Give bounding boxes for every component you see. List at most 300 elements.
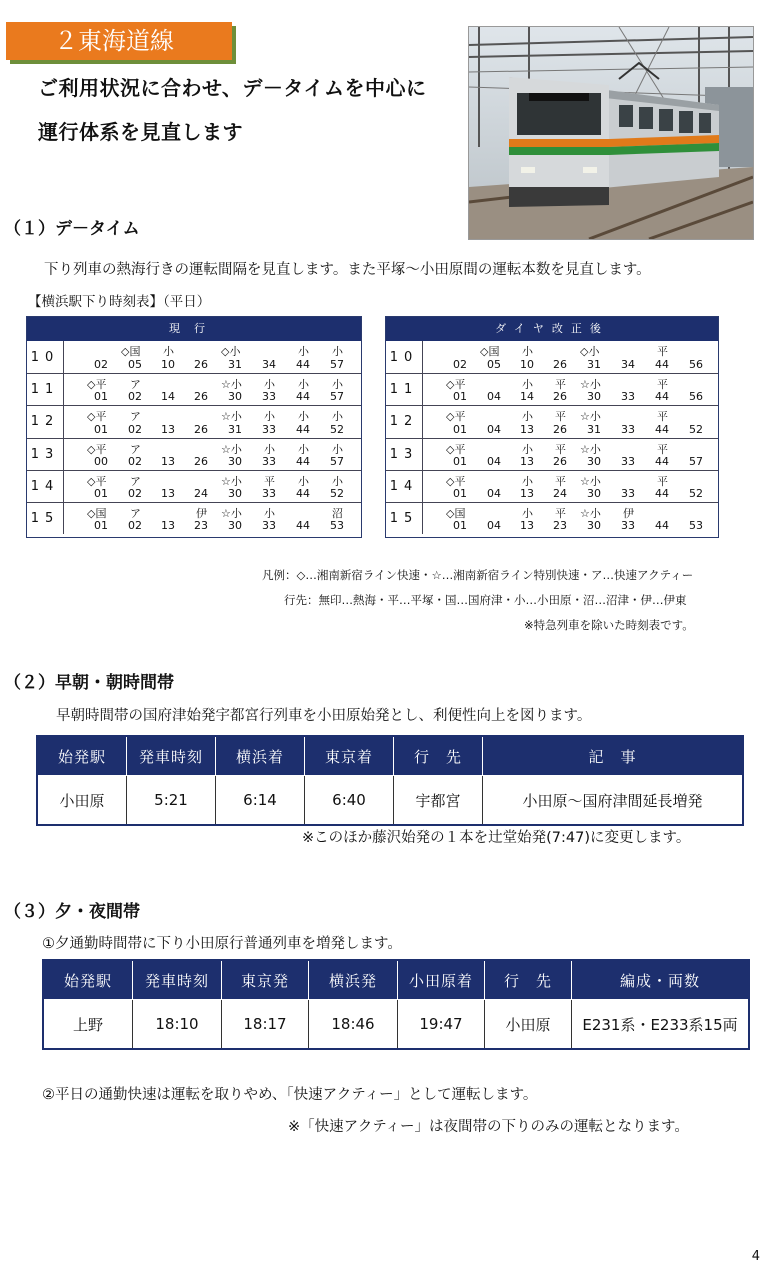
departure-minute: 44 xyxy=(296,519,310,533)
train-type-mark: ◇小 xyxy=(221,345,241,358)
revised-departure-cell xyxy=(580,341,617,373)
current-departure-cell xyxy=(121,341,158,373)
departure-minute: 31 xyxy=(228,358,242,372)
revised-departure-cell xyxy=(617,471,651,502)
revised-departure-cell xyxy=(549,439,583,470)
revised-hour: 10 xyxy=(386,341,423,373)
departure-minute: 13 xyxy=(161,519,175,533)
current-hour: 10 xyxy=(27,341,64,373)
departure-minute: 44 xyxy=(655,486,669,500)
current-hour: 11 xyxy=(27,374,64,405)
revised-departure-cell xyxy=(483,406,517,437)
departure-minute: 53 xyxy=(689,519,703,533)
revised-departure-cell xyxy=(685,503,719,534)
revised-departure-cell xyxy=(685,471,719,502)
train-type-mark: 小 xyxy=(522,410,533,424)
departure-minute: 26 xyxy=(194,390,208,404)
legend-destinations: 行先：無印…熱海・平…平塚・国…国府津・小…小田原・沼…沼津・伊…伊東 xyxy=(284,593,687,607)
train-type-mark: ◇平 xyxy=(446,378,466,392)
morning-cell-departure: 5:21 xyxy=(127,776,216,826)
legend-symbols: 凡例：◇…湘南新宿ライン快速・☆…湘南新宿ライン特別快速・ア…快速アクティー xyxy=(262,568,694,582)
table-row xyxy=(27,373,361,405)
departure-minute: 44 xyxy=(296,390,310,404)
departure-minute: 13 xyxy=(161,486,175,500)
departure-minute: 05 xyxy=(128,358,142,372)
revised-departure-cell xyxy=(449,341,483,373)
departure-minute: 52 xyxy=(689,486,703,500)
train-type-mark: ☆小 xyxy=(221,442,242,456)
train-type-mark: 小 xyxy=(332,345,343,358)
departure-minute: 56 xyxy=(689,358,703,372)
table-row xyxy=(27,470,361,502)
table-row xyxy=(27,438,361,470)
table-row xyxy=(386,502,718,534)
departure-minute: 33 xyxy=(262,390,276,404)
train-type-mark: 沼 xyxy=(332,506,343,520)
train-type-mark: ◇国 xyxy=(121,345,141,358)
train-type-mark: ◇国 xyxy=(480,345,500,358)
revised-departure-cell xyxy=(651,341,685,373)
revised-departure-cell xyxy=(580,374,617,405)
train-type-mark: 平 xyxy=(657,474,668,488)
train-type-mark: 平 xyxy=(657,345,668,358)
departure-minute: 02 xyxy=(128,454,142,468)
revised-departure-cell xyxy=(516,406,550,437)
train-type-mark: ☆小 xyxy=(580,474,601,488)
current-departure-cell xyxy=(190,374,224,405)
train-type-mark: ア xyxy=(130,410,141,424)
train-type-mark: ◇平 xyxy=(87,378,107,392)
evening-cell-destination: 小田原 xyxy=(485,1000,572,1050)
departure-minute: 44 xyxy=(655,390,669,404)
revised-departure-cell xyxy=(617,406,651,437)
departure-minute: 44 xyxy=(655,454,669,468)
departure-minute: 24 xyxy=(553,486,567,500)
departure-minute: 13 xyxy=(520,519,534,533)
revised-departure-cell xyxy=(483,439,517,470)
train-type-mark: 平 xyxy=(555,506,566,520)
revised-departure-cell xyxy=(516,341,550,373)
current-departure-cell xyxy=(190,341,224,373)
train-type-mark: ☆小 xyxy=(221,474,242,488)
daytime-description: 下り列車の熱海行きの運転間隔を見直します。また平塚～小田原間の運転本数を見直します。 xyxy=(44,262,651,278)
departure-minute: 14 xyxy=(520,390,534,404)
train-type-mark: 小 xyxy=(522,474,533,488)
morning-header-remarks: 記 事 xyxy=(483,736,744,776)
morning-header-yokohama: 横浜着 xyxy=(216,736,305,776)
train-type-mark: ア xyxy=(130,378,141,392)
table-row xyxy=(27,502,361,534)
current-departure-cell xyxy=(190,439,224,470)
morning-cell-tokyo: 6:40 xyxy=(305,776,394,826)
morning-table xyxy=(36,735,744,826)
train-type-mark: 小 xyxy=(332,442,343,456)
current-hour: 12 xyxy=(27,406,64,437)
departure-minute: 30 xyxy=(587,390,601,404)
table-row xyxy=(386,470,718,502)
train-type-mark: ◇国 xyxy=(87,506,107,520)
departure-minute: 30 xyxy=(228,486,242,500)
train-type-mark: ◇国 xyxy=(446,506,466,520)
revised-departure-cell xyxy=(483,503,517,534)
train-type-mark: 小 xyxy=(298,474,309,488)
evening-table xyxy=(42,959,750,1050)
departure-minute: 44 xyxy=(655,358,669,372)
departure-minute: 26 xyxy=(553,422,567,436)
train-type-mark: ア xyxy=(130,442,141,456)
departure-minute: 04 xyxy=(487,390,501,404)
departure-minute: 31 xyxy=(228,422,242,436)
revised-departure-cell xyxy=(617,503,651,534)
current-departure-cell xyxy=(157,503,191,534)
current-departure-cell xyxy=(157,471,191,502)
train-type-mark: 小 xyxy=(522,506,533,520)
evening-note: ※「快速アクティー」は夜間帯の下りのみの運転となります。 xyxy=(288,1119,689,1135)
current-departure-cell xyxy=(258,374,292,405)
evening-header-tokyo: 東京発 xyxy=(222,960,309,1000)
headline-line1: ご利用状況に合わせ、デ－タイムを中心に xyxy=(38,76,427,100)
departure-minute: 05 xyxy=(487,358,501,372)
departure-minute: 13 xyxy=(520,454,534,468)
revised-departure-cell xyxy=(617,374,651,405)
train-type-mark: 平 xyxy=(555,474,566,488)
revised-departure-cell xyxy=(651,471,685,502)
revised-departure-cell xyxy=(446,374,483,405)
current-departure-cell xyxy=(258,503,292,534)
revised-departure-cell xyxy=(516,471,550,502)
current-departure-cell xyxy=(258,341,292,373)
evening-cell-odawara: 19:47 xyxy=(398,1000,485,1050)
current-departure-cell xyxy=(87,406,124,437)
departure-minute: 44 xyxy=(296,358,310,372)
revised-departure-cell xyxy=(580,439,617,470)
departure-minute: 33 xyxy=(262,486,276,500)
departure-minute: 30 xyxy=(228,390,242,404)
timetable-current xyxy=(26,316,362,538)
evening-cell-origin: 上野 xyxy=(43,1000,133,1050)
current-hour: 15 xyxy=(27,503,64,534)
departure-minute: 26 xyxy=(194,422,208,436)
timetable-revised-header: ダイヤ改正後 xyxy=(386,317,718,341)
evening-item2: ②平日の通勤快速は運転を取りやめ、「快速アクティー」として運転します。 xyxy=(42,1087,538,1103)
current-departure-cell xyxy=(292,439,326,470)
current-departure-cell xyxy=(87,439,124,470)
departure-minute: 31 xyxy=(587,422,601,436)
morning-cell-remarks: 小田原～国府津間延長増発 xyxy=(483,776,744,826)
departure-minute: 57 xyxy=(330,454,344,468)
revised-departure-cell xyxy=(549,503,583,534)
train-type-mark: ☆小 xyxy=(221,410,242,424)
departure-minute: 33 xyxy=(262,519,276,533)
revised-departure-cell xyxy=(480,341,517,373)
train-type-mark: 伊 xyxy=(196,506,207,520)
current-departure-cell xyxy=(221,471,258,502)
table-row xyxy=(27,405,361,437)
current-departure-cell xyxy=(190,406,224,437)
current-departure-cell xyxy=(87,503,124,534)
table-row xyxy=(43,1000,749,1050)
departure-minute: 33 xyxy=(262,454,276,468)
morning-header-tokyo: 東京着 xyxy=(305,736,394,776)
departure-minute: 52 xyxy=(330,422,344,436)
revised-hour: 14 xyxy=(386,471,423,502)
train-type-mark: ◇小 xyxy=(580,345,600,358)
departure-minute: 30 xyxy=(587,519,601,533)
departure-minute: 02 xyxy=(128,422,142,436)
departure-minute: 26 xyxy=(553,454,567,468)
departure-minute: 02 xyxy=(453,358,467,372)
current-departure-cell xyxy=(157,439,191,470)
departure-minute: 01 xyxy=(94,486,108,500)
departure-minute: 30 xyxy=(587,486,601,500)
current-departure-cell xyxy=(221,439,258,470)
departure-minute: 33 xyxy=(621,486,635,500)
revised-departure-cell xyxy=(446,406,483,437)
train-type-mark: ◇平 xyxy=(446,442,466,456)
departure-minute: 44 xyxy=(296,454,310,468)
revised-departure-cell xyxy=(651,374,685,405)
current-departure-cell xyxy=(292,406,326,437)
current-departure-cell xyxy=(87,374,124,405)
train-type-mark: 小 xyxy=(522,345,533,358)
evening-header-formation: 編成・両数 xyxy=(572,960,750,1000)
departure-minute: 01 xyxy=(453,519,467,533)
revised-departure-cell xyxy=(685,439,719,470)
evening-cell-yokohama: 18:46 xyxy=(309,1000,398,1050)
train-type-mark: ☆小 xyxy=(580,410,601,424)
train-type-mark: ☆小 xyxy=(580,378,601,392)
departure-minute: 33 xyxy=(621,519,635,533)
revised-departure-cell xyxy=(580,471,617,502)
morning-cell-origin: 小田原 xyxy=(37,776,127,826)
evening-header-departure: 発車時刻 xyxy=(133,960,222,1000)
evening-cell-departure: 18:10 xyxy=(133,1000,222,1050)
revised-departure-cell xyxy=(516,374,550,405)
revised-departure-cell xyxy=(446,471,483,502)
current-departure-cell xyxy=(221,374,258,405)
revised-hour: 11 xyxy=(386,374,423,405)
train-type-mark: 平 xyxy=(555,378,566,392)
table-row xyxy=(386,405,718,437)
departure-minute: 30 xyxy=(228,454,242,468)
train-type-mark: 小 xyxy=(264,506,275,520)
departure-minute: 56 xyxy=(689,390,703,404)
train-type-mark: 小 xyxy=(298,410,309,424)
departure-minute: 33 xyxy=(262,422,276,436)
departure-minute: 44 xyxy=(296,422,310,436)
evening-cell-tokyo: 18:17 xyxy=(222,1000,309,1050)
revised-departure-cell xyxy=(617,341,651,373)
departure-minute: 01 xyxy=(94,519,108,533)
departure-minute: 57 xyxy=(689,454,703,468)
current-departure-cell xyxy=(124,503,158,534)
revised-departure-cell xyxy=(685,341,719,373)
train-type-mark: 平 xyxy=(555,442,566,456)
morning-title: （２）早朝・朝時間帯 xyxy=(4,673,174,693)
revised-hour: 12 xyxy=(386,406,423,437)
departure-minute: 13 xyxy=(520,422,534,436)
departure-minute: 52 xyxy=(689,422,703,436)
train-photo xyxy=(468,26,754,240)
train-type-mark: 小 xyxy=(298,378,309,392)
train-type-mark: ☆小 xyxy=(580,506,601,520)
current-departure-cell xyxy=(190,471,224,502)
train-type-mark: ☆小 xyxy=(580,442,601,456)
current-departure-cell xyxy=(157,341,191,373)
revised-departure-cell xyxy=(549,374,583,405)
section-tag: ２東海道線 xyxy=(6,22,232,60)
departure-minute: 13 xyxy=(161,422,175,436)
train-type-mark: 小 xyxy=(332,410,343,424)
departure-minute: 53 xyxy=(330,519,344,533)
departure-minute: 01 xyxy=(94,422,108,436)
current-departure-cell xyxy=(124,374,158,405)
departure-minute: 02 xyxy=(128,519,142,533)
revised-departure-cell xyxy=(549,406,583,437)
morning-cell-destination: 宇都宮 xyxy=(394,776,483,826)
departure-minute: 00 xyxy=(94,454,108,468)
revised-departure-cell xyxy=(685,406,719,437)
morning-header-destination: 行 先 xyxy=(394,736,483,776)
departure-minute: 34 xyxy=(262,358,276,372)
revised-departure-cell xyxy=(549,341,583,373)
revised-departure-cell xyxy=(651,406,685,437)
revised-departure-cell xyxy=(685,374,719,405)
current-departure-cell xyxy=(124,471,158,502)
train-type-mark: 小 xyxy=(332,378,343,392)
train-type-mark: 小 xyxy=(332,474,343,488)
departure-minute: 52 xyxy=(330,486,344,500)
departure-minute: 44 xyxy=(655,422,669,436)
departure-minute: 01 xyxy=(453,390,467,404)
current-departure-cell xyxy=(292,374,326,405)
revised-departure-cell xyxy=(580,503,617,534)
current-departure-cell xyxy=(221,503,258,534)
train-type-mark: 小 xyxy=(298,345,309,358)
current-departure-cell xyxy=(157,374,191,405)
train-type-mark: 小 xyxy=(298,442,309,456)
train-type-mark: 小 xyxy=(264,410,275,424)
train-type-mark: 小 xyxy=(264,378,275,392)
current-hour: 14 xyxy=(27,471,64,502)
current-departure-cell xyxy=(190,503,224,534)
table-row xyxy=(386,438,718,470)
daytime-title: （１）デ－タイム xyxy=(4,219,140,239)
departure-minute: 04 xyxy=(487,519,501,533)
evening-item1: ①夕通勤時間帯に下り小田原行普通列車を増発します。 xyxy=(42,936,402,952)
current-departure-cell xyxy=(258,439,292,470)
train-type-mark: 小 xyxy=(522,442,533,456)
revised-departure-cell xyxy=(446,439,483,470)
current-departure-cell xyxy=(326,374,360,405)
train-type-mark: 平 xyxy=(264,474,275,488)
departure-minute: 26 xyxy=(553,390,567,404)
timetable-current-header: 現行 xyxy=(27,317,361,341)
table-row xyxy=(386,373,718,405)
departure-minute: 13 xyxy=(520,486,534,500)
departure-minute: 02 xyxy=(128,486,142,500)
revised-departure-cell xyxy=(516,503,550,534)
current-departure-cell xyxy=(87,471,124,502)
current-departure-cell xyxy=(326,471,360,502)
departure-minute: 33 xyxy=(621,422,635,436)
revised-departure-cell xyxy=(549,471,583,502)
departure-minute: 57 xyxy=(330,358,344,372)
revised-departure-cell xyxy=(651,503,685,534)
current-departure-cell xyxy=(292,503,326,534)
table-row xyxy=(37,776,743,826)
current-departure-cell xyxy=(326,341,360,373)
departure-minute: 02 xyxy=(128,390,142,404)
revised-departure-cell xyxy=(516,439,550,470)
table-row xyxy=(27,341,361,373)
departure-minute: 33 xyxy=(621,390,635,404)
morning-description: 早朝時間帯の国府津始発宇都宮行列車を小田原始発とし、利便性向上を図ります。 xyxy=(56,708,592,724)
current-departure-cell xyxy=(124,406,158,437)
current-departure-cell xyxy=(90,341,124,373)
morning-header-origin: 始発駅 xyxy=(37,736,127,776)
departure-minute: 26 xyxy=(194,358,208,372)
revised-hour: 13 xyxy=(386,439,423,470)
departure-minute: 34 xyxy=(621,358,635,372)
current-departure-cell xyxy=(221,406,258,437)
departure-minute: 04 xyxy=(487,486,501,500)
departure-minute: 33 xyxy=(621,454,635,468)
morning-header-departure: 発車時刻 xyxy=(127,736,216,776)
departure-minute: 57 xyxy=(330,390,344,404)
table-row xyxy=(386,341,718,373)
evening-header-yokohama: 横浜発 xyxy=(309,960,398,1000)
train-type-mark: ◇平 xyxy=(446,410,466,424)
current-departure-cell xyxy=(292,341,326,373)
train-type-mark: ☆小 xyxy=(221,378,242,392)
departure-minute: 30 xyxy=(587,454,601,468)
evening-title: （３）夕・夜間帯 xyxy=(4,902,140,922)
departure-minute: 04 xyxy=(487,454,501,468)
revised-departure-cell xyxy=(651,439,685,470)
morning-cell-yokohama: 6:14 xyxy=(216,776,305,826)
departure-minute: 26 xyxy=(194,454,208,468)
revised-hour: 15 xyxy=(386,503,423,534)
departure-minute: 01 xyxy=(94,390,108,404)
departure-minute: 13 xyxy=(161,454,175,468)
departure-minute: 24 xyxy=(194,486,208,500)
evening-header-origin: 始発駅 xyxy=(43,960,133,1000)
departure-minute: 44 xyxy=(655,519,669,533)
departure-minute: 30 xyxy=(228,519,242,533)
departure-minute: 01 xyxy=(453,486,467,500)
revised-departure-cell xyxy=(483,374,517,405)
morning-note: ※このほか藤沢始発の１本を辻堂始発(7:47)に変更します。 xyxy=(302,830,691,846)
train-type-mark: ◇平 xyxy=(87,410,107,424)
timetable-caption: 【横浜駅下り時刻表】（平日） xyxy=(28,294,211,310)
evening-header-odawara: 小田原着 xyxy=(398,960,485,1000)
train-type-mark: ☆小 xyxy=(221,506,242,520)
headline-line2: 運行体系を見直します xyxy=(38,120,243,144)
departure-minute: 04 xyxy=(487,422,501,436)
current-departure-cell xyxy=(157,406,191,437)
current-departure-cell xyxy=(124,439,158,470)
train-type-mark: ◇平 xyxy=(87,442,107,456)
train-type-mark: 伊 xyxy=(623,506,634,520)
current-departure-cell xyxy=(221,341,258,373)
departure-minute: 01 xyxy=(453,454,467,468)
revised-departure-cell xyxy=(446,503,483,534)
evening-cell-formation: E231系・E233系15両 xyxy=(572,1000,750,1050)
train-type-mark: 小 xyxy=(522,378,533,392)
current-departure-cell xyxy=(326,406,360,437)
train-type-mark: 平 xyxy=(555,410,566,424)
